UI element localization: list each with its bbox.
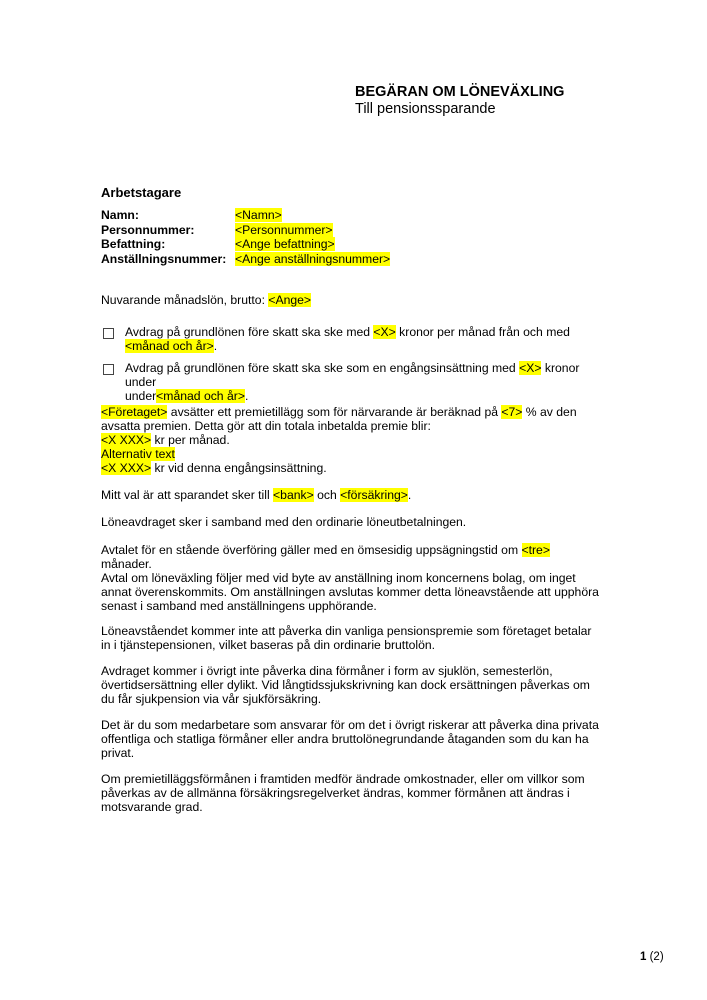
personal-number-placeholder[interactable]: <Personnummer> (235, 222, 333, 237)
pension-premium-paragraph: Löneavståendet kommer inte att påverka din vanliga pensionspremie som företaget betalar in i tjänstepensionen, vilket baseras på din ordinarie bruttolön. (101, 624, 592, 652)
text-span: . (407, 488, 412, 502)
name-placeholder[interactable]: <Namn> (235, 208, 282, 222)
monthly-deduction-text (125, 325, 601, 353)
personal-number-row (101, 223, 390, 238)
lump-sum-text: Avdrag på grundlönen före skatt ska ske som en engångsinsättning med <X> kronor under under<månad och år>. (125, 361, 580, 403)
deduction-paragraph: Löneavdraget sker i samband med den ordinarie löneutbetalningen. (101, 515, 467, 529)
monthly-deduction-option (101, 325, 601, 353)
monthly-deduction-checkbox[interactable] (103, 328, 114, 339)
salary-label: Nuvarande månadslön, brutto: (101, 293, 269, 307)
employee-section-heading: Arbetstagare (101, 185, 182, 200)
text-span: Avdrag på grundlönen före skatt ska ske som en engångsinsättning med (125, 361, 520, 375)
field-label: Anställningsnummer: (101, 251, 227, 266)
text-span: Mitt val är att sparandet sker till (101, 488, 274, 502)
text-span: avsätter ett premietillägg som för närvarande är beräknad på (167, 405, 502, 419)
insurance-placeholder[interactable]: <försäkring> (340, 488, 408, 502)
amount-placeholder[interactable]: <X> (373, 325, 396, 339)
document-title: BEGÄRAN OM LÖNEVÄXLING (355, 84, 565, 100)
text-span: och (313, 488, 341, 502)
position-row (101, 237, 390, 252)
notice-period-line (101, 543, 601, 571)
benefits-paragraph: Avdraget kommer i övrigt inte påverka dina förmåner i form av sjuklön, semesterlön, övertidsersättning eller dylikt. Vid långtidssjukskrivning kan dock ersättningen påverkas om du får sjukpension via vår sjukförsäkring. (101, 664, 590, 706)
salary-placeholder[interactable]: <Ange> (268, 293, 312, 307)
salary-line (101, 293, 601, 307)
page-number (640, 950, 664, 964)
premium-amount-placeholder[interactable]: <X XXX> (101, 433, 152, 447)
text-span: . (213, 339, 218, 353)
current-page: 1 (640, 951, 647, 963)
alternative-text[interactable]: Alternativ text (101, 447, 175, 461)
month-year-placeholder[interactable]: <månad och år> (125, 339, 214, 353)
document-header (355, 84, 564, 118)
lump-sum-option (101, 361, 601, 403)
field-label: Personnummer: (101, 222, 195, 237)
text-span: kr per månad. (151, 433, 230, 447)
lump-sum-checkbox[interactable] (103, 364, 114, 375)
month-year-placeholder[interactable]: <månad och år> (156, 389, 245, 403)
responsibility-paragraph: Det är du som medarbetare som ansvarar för om det i övrigt riskerar att påverka dina privata offentliga och statliga förmåner eller andra bruttolönegrundande åtaganden som du kan ha privat. (101, 718, 599, 760)
employee-number-placeholder[interactable]: <Ange anställningsnummer> (235, 251, 391, 266)
premium-paragraph (101, 405, 601, 475)
company-placeholder[interactable]: <Företaget> (101, 405, 168, 419)
field-label: Befattning: (101, 237, 166, 251)
amount-placeholder[interactable]: <X> (519, 361, 542, 375)
text-span: månader. (101, 557, 152, 571)
text-span: kr vid denna engångsinsättning. (151, 461, 327, 475)
text-span: kronor per månad från och med (395, 325, 570, 339)
savings-choice-line (101, 488, 601, 502)
employee-number-row (101, 252, 390, 267)
percent-placeholder[interactable]: <7> (501, 405, 523, 419)
employment-change-paragraph: Avtal om löneväxling följer med vid byte av anställning inom koncernens bolag, om inget annat överenskommits. Om anställningen avslutas kommer detta löneavstående att upphöra senast i samband med anställningens upphörande. (101, 571, 599, 613)
premium-change-paragraph: Om premietilläggsförmånen i framtiden medför ändrade omkostnader, eller om villkor som påverkas av de allmänna försäkringsregelverket ändras, kommer förmånen att ändras i motsvarande grad. (101, 772, 585, 814)
text-span: . (244, 389, 249, 403)
months-placeholder[interactable]: <tre> (521, 543, 550, 557)
text-span: Avtalet för en stående överföring gäller med en ömsesidig uppsägningstid om (101, 543, 522, 557)
bank-placeholder[interactable]: <bank> (273, 488, 314, 502)
field-label: Namn: (101, 208, 139, 222)
total-pages: (2) (646, 951, 664, 963)
position-placeholder[interactable]: <Ange befattning> (235, 237, 335, 251)
text-span: Avdrag på grundlönen före skatt ska ske med (125, 325, 374, 339)
document-subtitle: Till pensionssparande (355, 101, 496, 117)
text-span: % av den avsatta premien. Detta gör att din totala inbetalda premie blir: (101, 405, 577, 433)
employee-fields (101, 208, 390, 266)
name-row (101, 208, 390, 223)
lump-premium-placeholder[interactable]: <X XXX> (101, 461, 152, 475)
text-span: kronor under (125, 361, 580, 389)
